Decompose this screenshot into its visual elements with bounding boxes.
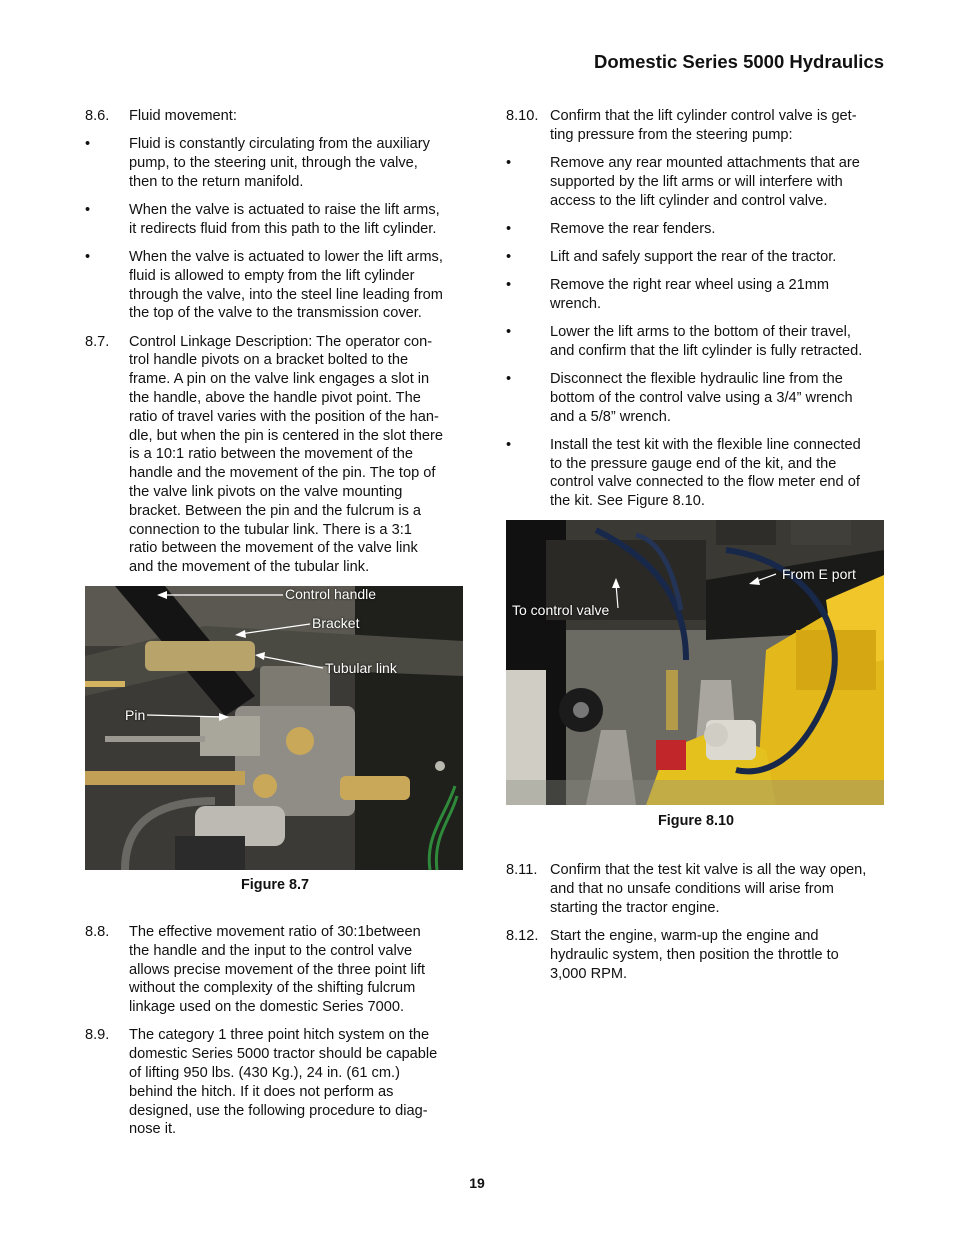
list-item: 8.9. The category 1 three point hitch system on the domestic Series 5000 tractor should be capable of lifting 950 lbs. (430 Kg.), 24 in. (61 cm.) behind the hitch. If it does not perform as designed, use the following procedure to diag- nose it.	[85, 1027, 438, 1138]
page-header-title: Domestic Series 5000 Hydraulics	[594, 51, 884, 72]
list-item: 8.10. Confirm that the lift cylinder control valve is get- ting pressure from the steering pump:	[506, 108, 857, 143]
figure-caption: Figure 8.7	[241, 877, 309, 894]
list-item: • Lower the lift arms to the bottom of their travel, and confirm that the lift cylinder is fully retracted.	[506, 324, 863, 359]
label-bracket: Bracket	[312, 615, 360, 632]
figure-8-7	[85, 586, 465, 895]
figure-8-10-photo	[506, 520, 884, 805]
list-item: • When the valve is actuated to raise the lift arms, it redirects fluid from this path to the lift cylinder.	[85, 201, 440, 237]
list-item: 8.11. Confirm that the test kit valve is all the way open, and that no unsafe conditions will arise from starting the tractor engine.	[506, 862, 867, 916]
list-item: • Lift and safely support the rear of the tractor.	[506, 248, 837, 265]
page-number: 19	[469, 1175, 485, 1191]
figure-8-10	[506, 520, 886, 831]
label-control-handle: Control handle	[285, 586, 377, 603]
list-item: 8.7. Control Linkage Description: The operator con- trol handle pivots on a bracket bolted to the frame. A pin on the valve link engages a slot in the handle, above the handle pivot point. The ratio of travel varies with the position of the han- dle, but when the pin is centered in the slot there is a 10:1 ratio between the movement of the handle and the movement of the pin. The top of the valve link pivots on the valve mounting bracket. Between the pin and the fulcrum is a connection to the tubular link. There is a 3:1 ratio between the movement of the valve link and the movement of the tubular link.	[85, 333, 443, 576]
label-to-control-valve: To control valve	[512, 602, 610, 619]
list-item: 8.8. The effective movement ratio of 30:1between the handle and the input to the control valve allows precise movement of the three point lift without the complexity of the shifting fulcrum linkage used on the domestic Series 7000.	[85, 924, 426, 1016]
label-from-e-port: From E port	[782, 566, 856, 583]
list-item: • Remove the rear fenders.	[506, 220, 716, 237]
figure-8-7-photo	[85, 586, 463, 870]
list-item: • Install the test kit with the flexible line connected to the pressure gauge end of the kit, and the control valve connected to the flow meter end of the kit. See Figure 8.10.	[506, 436, 861, 510]
list-item: • Remove the right rear wheel using a 21mm wrench.	[506, 277, 830, 312]
list-item: • Remove any rear mounted attachments that are supported by the lift arms or will interfere with access to the lift cylinder and control valve.	[506, 154, 860, 209]
list-item: • When the valve is actuated to lower the lift arms, fluid is allowed to empty from the lift cylinder through the valve, into the steel line leading from the top of the valve to the transmission cover.	[85, 248, 443, 322]
left-column	[85, 107, 465, 1149]
list-item: • Disconnect the flexible hydraulic line from the bottom of the control valve using a 3/4” wrench and a 5/8” wrench.	[506, 371, 853, 425]
list-item: 8.12. Start the engine, warm-up the engine and hydraulic system, then position the throttle to 3,000 RPM.	[506, 928, 839, 982]
label-pin: Pin	[125, 707, 146, 724]
right-column	[506, 107, 886, 993]
list-item: • Fluid is constantly circulating from the auxiliary pump, to the steering unit, through the valve, then to the return manifold.	[85, 136, 430, 190]
label-tubular-link: Tubular link	[325, 660, 397, 677]
list-item: 8.6. Fluid movement:	[85, 108, 237, 124]
figure-caption: Figure 8.10	[658, 813, 734, 830]
